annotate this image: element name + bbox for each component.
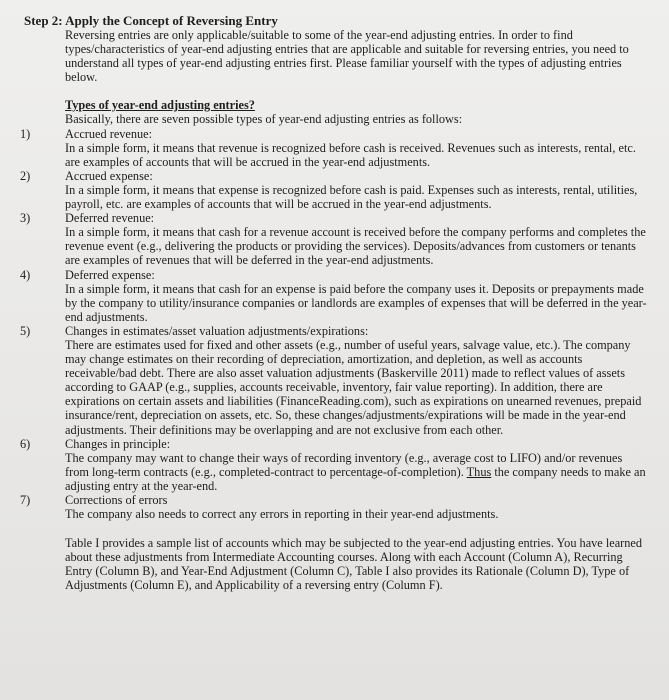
item-description: In a simple form, it means that cash for a revenue account is received before the company performs and completes the revenue event (e.g., delivering the products or providing the services). Deposits/advances from customers or tenants are examples of revenues that will be deferred in the year-end adjustments. bbox=[65, 225, 646, 268]
intro-paragraph: Reversing entries are only applicable/suitable to some of the year-end adjusting entries. In order to find types/characteristics of year-end adjusting entries that are applicable and suitable for reversing entries, you need to understand all types of year-end adjusting entries first. Please familiar yourself with the types of adjusting entries below. bbox=[65, 28, 629, 85]
list-item bbox=[20, 126, 649, 169]
list-item bbox=[20, 493, 649, 522]
item-title: Changes in principle: bbox=[65, 436, 171, 451]
item-description: In a simple form, it means that revenue is recognized before cash is received. Revenues such as interests, rental, etc. are examples of accounts that will be accrued in the year-end adjustments. bbox=[65, 140, 636, 169]
list-item bbox=[20, 323, 649, 437]
list-item bbox=[20, 211, 649, 268]
item-number: 4) bbox=[20, 267, 31, 282]
step-title: Step 2: Apply the Concept of Reversing Entry bbox=[24, 13, 278, 28]
types-heading: Types of year-end adjusting entries? bbox=[65, 98, 255, 113]
item-title: Deferred revenue: bbox=[65, 211, 155, 226]
item-description: In a simple form, it means that cash for an expense is paid before the company uses it. Deposits or prepayments made by the company to utility/insurance companies or landlords are examples of expenses that will be deferred in the year-end adjustments. bbox=[65, 281, 647, 324]
item-number: 2) bbox=[20, 168, 31, 183]
closing-paragraph: Table I provides a sample list of accounts which may be subjected to the year-end adjusting entries. You have learned about these adjustments from Intermediate Accounting courses. Along with each Account (Column A), Recurring Entry (Column B), and Year-End Adjustment (Column C), Table I also provides its Rationale (Column D), Type of Adjustments (Column E), and Applicability of a reversing entry (Column F). bbox=[65, 536, 643, 593]
list-item bbox=[20, 267, 649, 324]
item-title: Corrections of errors bbox=[65, 493, 168, 507]
list-item bbox=[20, 436, 649, 493]
item-description-part: the company needs to make an adjusting entry at the year-end. bbox=[65, 464, 646, 493]
item-description-part: The company may want to change their ways of recording inventory (e.g., average cost to LIFO) and/or revenues from long-term contracts (e.g., completed-contract to percentage-of-completion). bbox=[65, 450, 623, 479]
underlined-word: Thus bbox=[466, 464, 492, 479]
item-description: The company also needs to correct any errors in reporting in their year-end adjustments. bbox=[65, 507, 499, 522]
item-description bbox=[65, 451, 649, 493]
types-list bbox=[20, 126, 649, 522]
list-item bbox=[20, 168, 649, 212]
item-title: Accrued expense: bbox=[65, 168, 153, 183]
item-title: Accrued revenue: bbox=[65, 126, 153, 141]
item-number: 6) bbox=[20, 436, 31, 451]
item-title: Changes in estimates/asset valuation adjustments/expirations: bbox=[65, 323, 369, 338]
item-number: 7) bbox=[20, 493, 31, 507]
step-body bbox=[20, 28, 649, 593]
item-number: 5) bbox=[20, 323, 31, 338]
types-lead: Basically, there are seven possible types of year-end adjusting entries as follows: bbox=[65, 112, 463, 127]
item-number: 3) bbox=[20, 211, 31, 226]
item-number: 1) bbox=[20, 126, 31, 141]
item-description: In a simple form, it means that expense is recognized before cash is paid. Expenses such as interests, rental, utilities, payroll, etc. are examples of accounts that will be accrued in the year-end adjustments. bbox=[65, 182, 638, 212]
item-description: There are estimates used for fixed and other assets (e.g., number of useful years, salvage value, etc.). The company may change estimates on their recording of depreciation, amortization, and depletion, as well as accounts receivable/bad debt. There are also asset valuation adjustments (Baskerville 2011) made to reflect values of assets according to GAAP (e.g., supplies, accounts receivable, inventory, fair value reporting). In addition, there are expirations on certain assets and liabilities (FinanceReading.com), such as expirations on unearned revenues, prepaid insurance/rent, depreciation on assets, etc. So, these changes/adjustments/expirations will be made in the year-end adjustments. Their definitions may be overlapping and are not exclusive from each other. bbox=[65, 337, 642, 437]
item-title: Deferred expense: bbox=[65, 267, 155, 282]
